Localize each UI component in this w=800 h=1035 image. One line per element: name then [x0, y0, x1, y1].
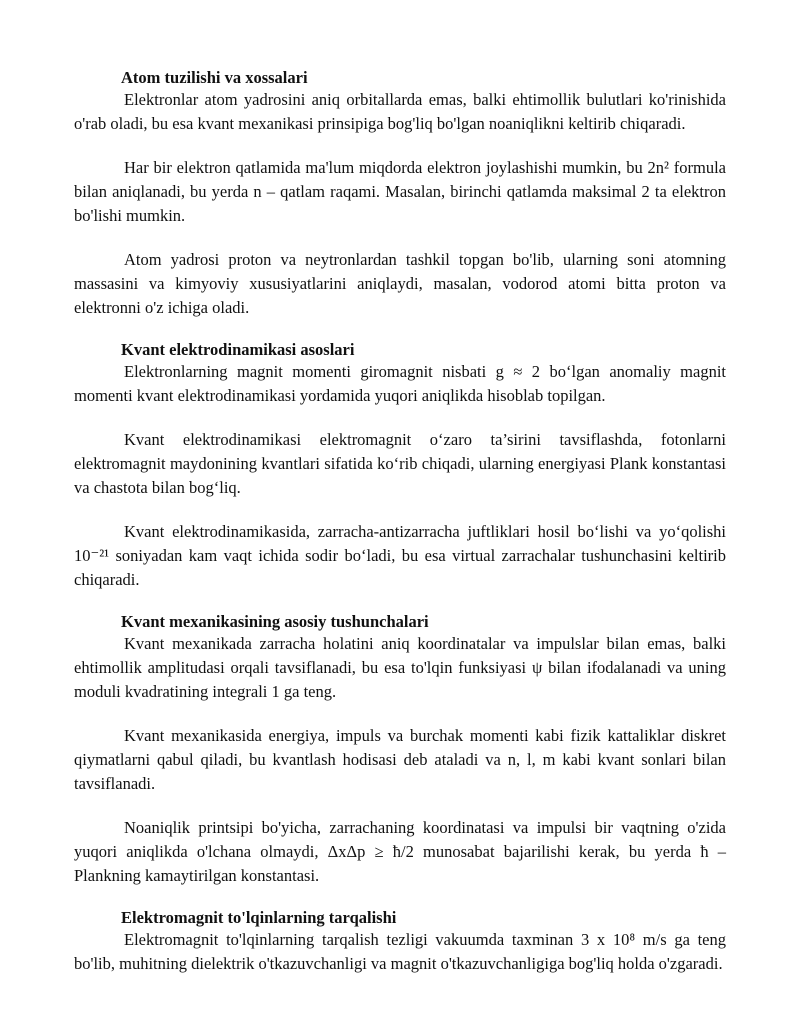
- paragraph: Elektromagnit to'lqinlarning tarqalish tezligi vakuumda taxminan 3 x 10⁸ m/s ga teng bo'lib, muhitning dielektrik o'tkazuvchanligi va magnit o'tkazuvchanligiga bog'liq holda o'zgaradi.: [74, 930, 726, 973]
- section-heading: Elektromagnit to'lqinlarning tarqalishi: [121, 908, 397, 927]
- paragraph: Kvant mexanikasida energiya, impuls va burchak momenti kabi fizik kattaliklar diskret qiymatlarni qabul qiladi, bu kvantlash hodisasi deb ataladi va n, l, m kabi kvant sonlari bilan tavsiflanadi.: [74, 726, 726, 793]
- paragraph: Elektronlar atom yadrosini aniq orbitallarda emas, balki ehtimollik bulutlari ko'rinishida o'rab oladi, bu esa kvant mexanikasi prinsipiga bog'liq bo'lgan noaniqlikni keltirib chiqaradi.: [74, 90, 726, 133]
- paragraph: Har bir elektron qatlamida ma'lum miqdorda elektron joylashishi mumkin, bu 2n² formula bilan aniqlanadi, bu yerda n – qatlam raqami. Masalan, birinchi qatlamda maksimal 2 ta elektron bo'lishi mumkin.: [74, 158, 726, 225]
- section-heading: Atom tuzilishi va xossalari: [121, 68, 308, 87]
- section-heading: Kvant elektrodinamikasi asoslari: [121, 340, 355, 359]
- paragraph: Kvant mexanikada zarracha holatini aniq koordinatalar va impulslar bilan emas, balki ehtimollik amplitudasi orqali tavsiflanadi, bu esa to'lqin funksiyasi ψ bilan ifodalanadi va uning moduli kvadratining integrali 1 ga teng.: [74, 634, 726, 701]
- paragraph: Elektronlarning magnit momenti giromagnit nisbati g ≈ 2 bo‘lgan anomaliy magnit momenti kvant elektrodinamikasi yordamida yuqori aniqlikda hisoblab topilgan.: [74, 362, 726, 405]
- section-heading: Kvant mexanikasining asosiy tushunchalari: [121, 612, 429, 631]
- section-quantum-mechanics-concepts: [74, 612, 726, 888]
- paragraph: Noaniqlik printsipi bo'yicha, zarrachaning koordinatasi va impulsi bir vaqtning o'zida yuqori aniqlikda o'lchana olmaydi, ΔxΔp ≥ ħ/2 munosabat bajarilishi kerak, bu yerda ħ – Plankning kamaytirilgan konstantasi.: [74, 818, 726, 885]
- section-em-wave-propagation: [74, 908, 726, 976]
- section-atom-structure: [74, 68, 726, 320]
- paragraph: Kvant elektrodinamikasida, zarracha-antizarracha juftliklari hosil bo‘lishi va yo‘qolishi 10⁻²¹ soniyadan kam vaqt ichida sodir bo‘ladi, bu esa virtual zarrachalar tushunchasini keltirib chiqaradi.: [74, 522, 726, 589]
- paragraph: Kvant elektrodinamikasi elektromagnit o‘zaro ta’sirini tavsiflashda, fotonlarni elektromagnit maydonining kvantlari sifatida ko‘rib chiqadi, ularning energiyasi Plank konstantasi va chastota bilan bog‘liq.: [74, 430, 726, 497]
- paragraph: Atom yadrosi proton va neytronlardan tashkil topgan bo'lib, ularning soni atomning massasini va kimyoviy xususiyatlarini aniqlaydi, masalan, vodorod atomi bitta proton va elektronni o'z ichiga oladi.: [74, 250, 726, 317]
- document-page: [74, 68, 726, 996]
- section-qed-basics: [74, 340, 726, 592]
